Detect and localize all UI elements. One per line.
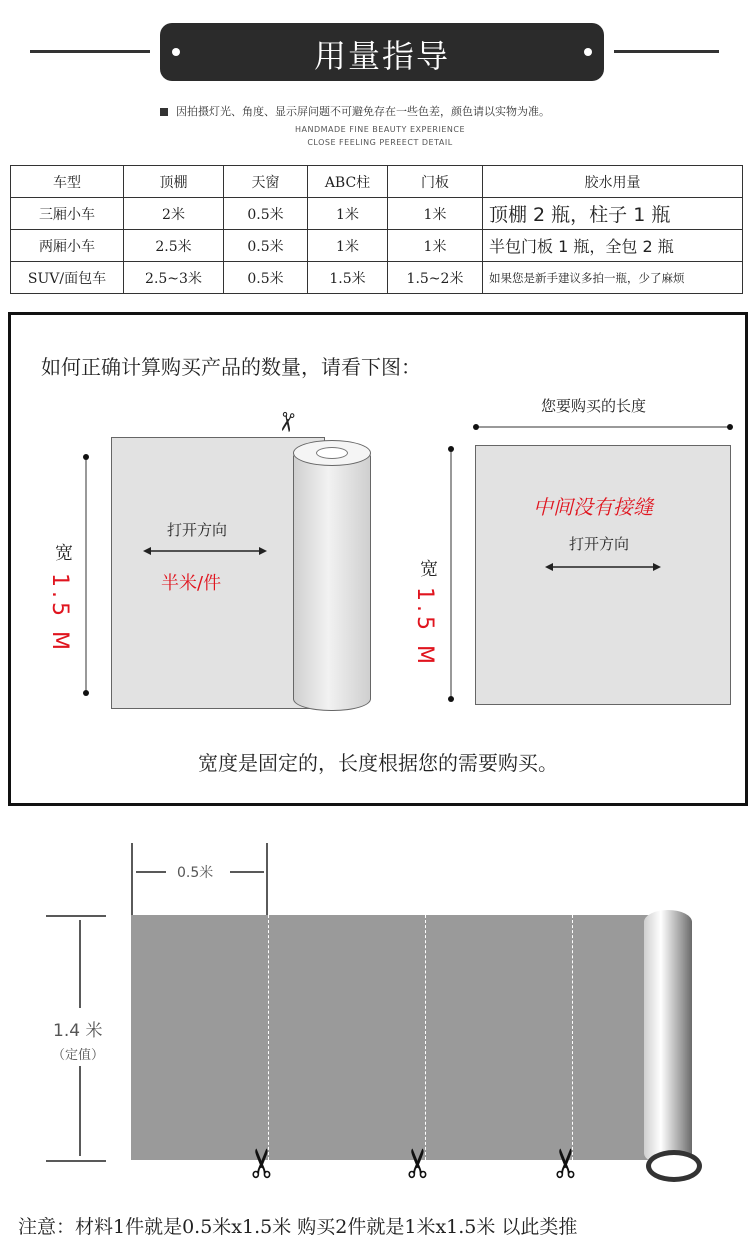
fabric-square (475, 445, 731, 705)
table-cell: 2.5米 (124, 230, 224, 262)
fixed-label: （定值） (52, 1048, 105, 1063)
segment-label: 0.5米 (177, 865, 214, 881)
open-direction-arrow-2 (545, 561, 661, 573)
scissors-icon: ✂ (239, 1146, 286, 1180)
length-dimension-line (471, 415, 735, 439)
table-cell: 如果您是新手建议多拍一瓶，少了麻烦 (483, 262, 743, 294)
width-label: 宽 (52, 543, 73, 561)
square-bullet-icon (160, 108, 168, 116)
table-cell: 1米 (308, 230, 388, 262)
scissors-icon: ✂ (543, 1146, 590, 1180)
color-note (160, 103, 600, 119)
table-header: 胶水用量 (483, 166, 743, 198)
scissors-icon: ✂ (269, 408, 303, 436)
header-line-right (614, 50, 719, 53)
length-label: 您要购买的长度 (541, 397, 647, 415)
height-label: 1.4 米 (53, 1021, 103, 1041)
half-meter-label: 半米/件 (161, 573, 222, 594)
table-header: 门板 (388, 166, 483, 198)
open-direction-label-2: 打开方向 (569, 535, 630, 553)
header-line-left (30, 50, 150, 53)
no-seam-label: 中间没有接缝 (533, 495, 653, 519)
width-dimension-line (71, 445, 101, 705)
measure-bottom-text: 宽度是固定的，长度根据您的需要购买。 (198, 751, 558, 775)
english-line-1: HANDMADE FINE BEAUTY EXPERIENCE (294, 125, 465, 134)
english-line-2: CLOSE FEELING PEREECT DETAIL (307, 138, 453, 147)
table-cell: 1米 (388, 230, 483, 262)
table-header: 顶棚 (124, 166, 224, 198)
table-header: 车型 (11, 166, 124, 198)
table-cell: 0.5米 (224, 230, 308, 262)
material-roll (644, 910, 692, 1165)
table-row (11, 262, 743, 294)
footer-note: 注意：材料1件就是0.5米x1.5米 购买2件就是1米x1.5米 以此类推 (18, 1216, 578, 1238)
roll-end (646, 1150, 702, 1182)
open-direction-label: 打开方向 (167, 521, 228, 539)
material-sheet (131, 915, 661, 1160)
table-cell: 1.5~2米 (388, 262, 483, 294)
table-row (11, 198, 743, 230)
measure-question: 如何正确计算购买产品的数量，请看下图： (41, 355, 421, 379)
table-cell: 顶棚 2 瓶，柱子 1 瓶 (483, 198, 743, 230)
cut-line (268, 915, 269, 1160)
cut-line (425, 915, 426, 1160)
table-header-row (11, 166, 743, 198)
width-value-2: 1.5 M (412, 587, 437, 668)
usage-table (10, 165, 743, 294)
scissors-icon: ✂ (395, 1146, 442, 1180)
roll-hole (316, 447, 348, 459)
title-banner (160, 23, 604, 81)
table-cell: 三厢小车 (11, 198, 124, 230)
fabric-roll (293, 445, 371, 711)
table-cell: 2.5~3米 (124, 262, 224, 294)
table-row (11, 230, 743, 262)
table-cell: 0.5米 (224, 262, 308, 294)
page-title: 用量指导 (313, 37, 450, 75)
table-cell: SUV/面包车 (11, 262, 124, 294)
table-cell: 1.5米 (308, 262, 388, 294)
cut-line (572, 915, 573, 1160)
table-cell: 两厢小车 (11, 230, 124, 262)
table-cell: 2米 (124, 198, 224, 230)
width-label-2: 宽 (417, 559, 438, 577)
table-cell: 半包门板 1 瓶，全包 2 瓶 (483, 230, 743, 262)
color-note-text: 因拍摄灯光、角度、显示屏问题不可避免存在一些色差，颜色请以实物为准。 (176, 105, 550, 118)
table-header: ABC柱 (308, 166, 388, 198)
table-cell: 0.5米 (224, 198, 308, 230)
measure-panel (8, 312, 748, 806)
table-cell: 1米 (308, 198, 388, 230)
open-direction-arrow (143, 545, 267, 557)
width-value: 1.5 M (47, 573, 72, 654)
width-dimension-line-2 (436, 440, 466, 708)
table-cell: 1米 (388, 198, 483, 230)
table-header: 天窗 (224, 166, 308, 198)
